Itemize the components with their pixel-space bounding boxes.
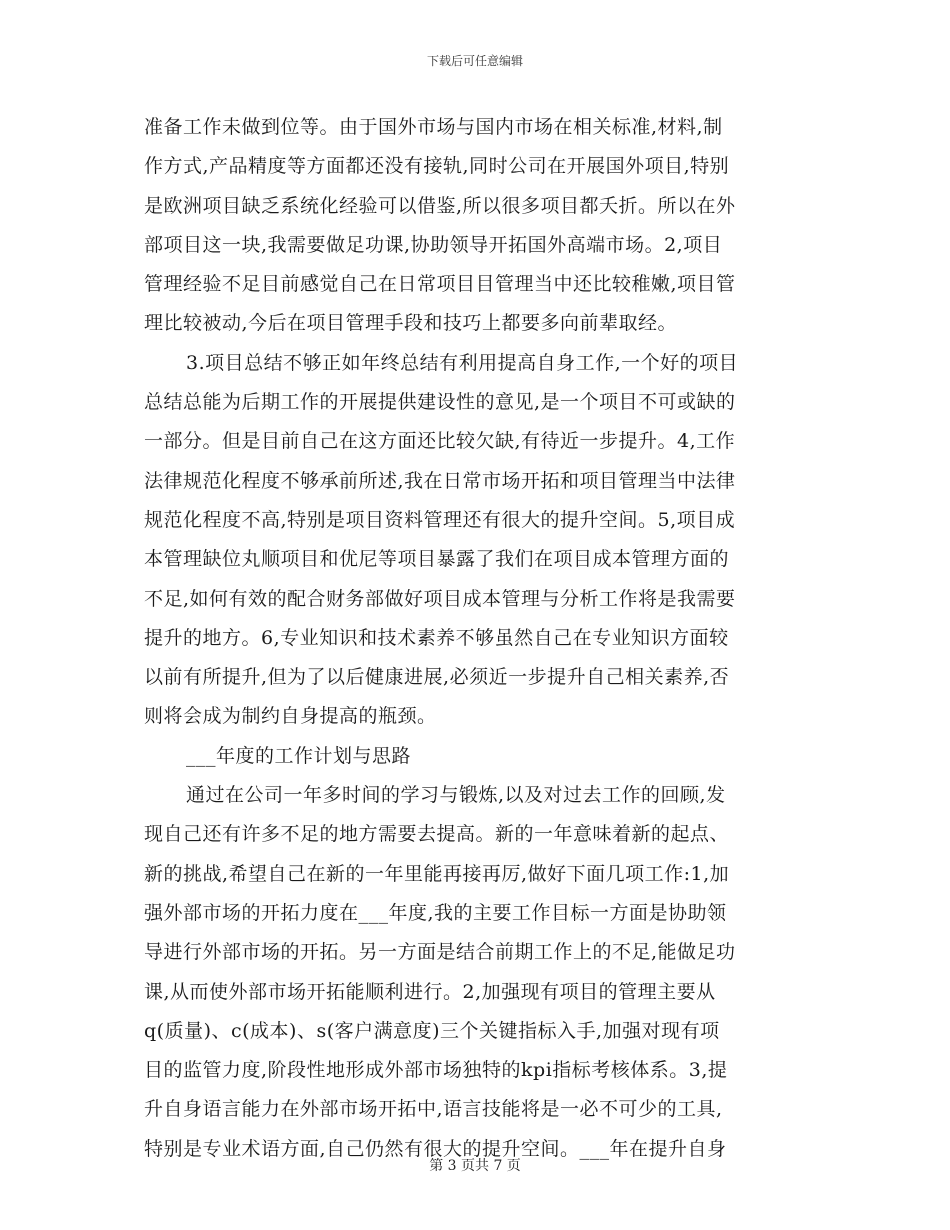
text-line: 作方式,产品精度等方面都还没有接轨,同时公司在开展国外项目,特别 [144, 155, 730, 178]
text-line: 提升的地方。6,专业知识和技术素养不够虽然自己在专业知识方面较 [144, 626, 729, 649]
text-line: 新的挑战,希望自己在新的一年里能再接再厉,做好下面几项工作:1,加 [144, 862, 730, 885]
text-line: 课,从而使外部市场开拓能顺利进行。2,加强现有项目的管理主要从 [144, 980, 716, 1003]
text-line: 不足,如何有效的配合财务部做好项目成本管理与分析工作将是我需要 [144, 587, 736, 610]
text-line: 则将会成为制约自身提高的瓶颈。 [144, 705, 437, 728]
text-line: 现自己还有许多不足的地方需要去提高。新的一年意味着新的起点、 [144, 823, 730, 846]
text-line: 以前有所提升,但为了以后健康进展,必须近一步提升自己相关素养,否 [144, 666, 730, 689]
text-line: 一部分。但是目前自己在这方面还比较欠缺,有待近一步提升。4,工作 [144, 430, 736, 453]
text-line: 升自身语言能力在外部市场开拓中,语言技能将是一必不可少的工具, [144, 1098, 723, 1121]
text-line: 是欧洲项目缺乏系统化经验可以借鉴,所以很多项目都夭折。所以在外 [144, 194, 736, 217]
text-line: q(质量)、c(成本)、s(客户满意度)三个关键指标入手,加强对现有项 [144, 1019, 720, 1042]
text-line: 管理经验不足目前感觉自己在日常项目目管理当中还比较稚嫩,项目管 [144, 273, 736, 296]
text-line: 理比较被动,今后在项目管理手段和技巧上都要多向前辈取经。 [144, 312, 678, 335]
paragraph-start-line: 3.项目总结不够正如年终总结有利用提高自身工作,一个好的项目 [186, 351, 739, 374]
text-line: 准备工作未做到位等。由于国外市场与国内市场在相关标准,材料,制 [144, 116, 723, 138]
text-line: 特别是专业术语方面,自己仍然有很大的提升空间。___年在提升自身 [144, 1137, 727, 1160]
page-header: 下载后可任意编辑 [426, 54, 523, 68]
document-body [144, 108, 810, 1169]
text-line: 法律规范化程度不够承前所述,我在日常市场开拓和项目管理当中法律 [144, 469, 736, 492]
text-line: 导进行外部市场的开拓。另一方面是结合前期工作上的不足,能做足功 [144, 941, 736, 964]
text-line: 规范化程度不高,特别是项目资料管理还有很大的提升空间。5,项目成 [144, 508, 736, 531]
section-heading: ___年度的工作计划与思路 [186, 744, 412, 767]
text-line: 部项目这一块,我需要做足功课,协助领导开拓国外高端市场。2,项目 [144, 233, 723, 256]
page-footer: 第 3 页共 7 页 [429, 1158, 521, 1174]
paragraph-start-line: 通过在公司一年多时间的学习与锻炼,以及对过去工作的回顾,发 [186, 784, 726, 807]
text-line: 总结总能为后期工作的开展提供建设性的意见,是一个项目不可或缺的 [144, 391, 736, 414]
text-line: 强外部市场的开拓力度在___年度,我的主要工作目标一方面是协助领 [144, 901, 727, 924]
text-line: 本管理缺位丸顺项目和优尼等项目暴露了我们在项目成本管理方面的 [144, 548, 730, 571]
text-line: 目的监管力度,阶段性地形成外部市场独特的kpi指标考核体系。3,提 [144, 1059, 728, 1082]
